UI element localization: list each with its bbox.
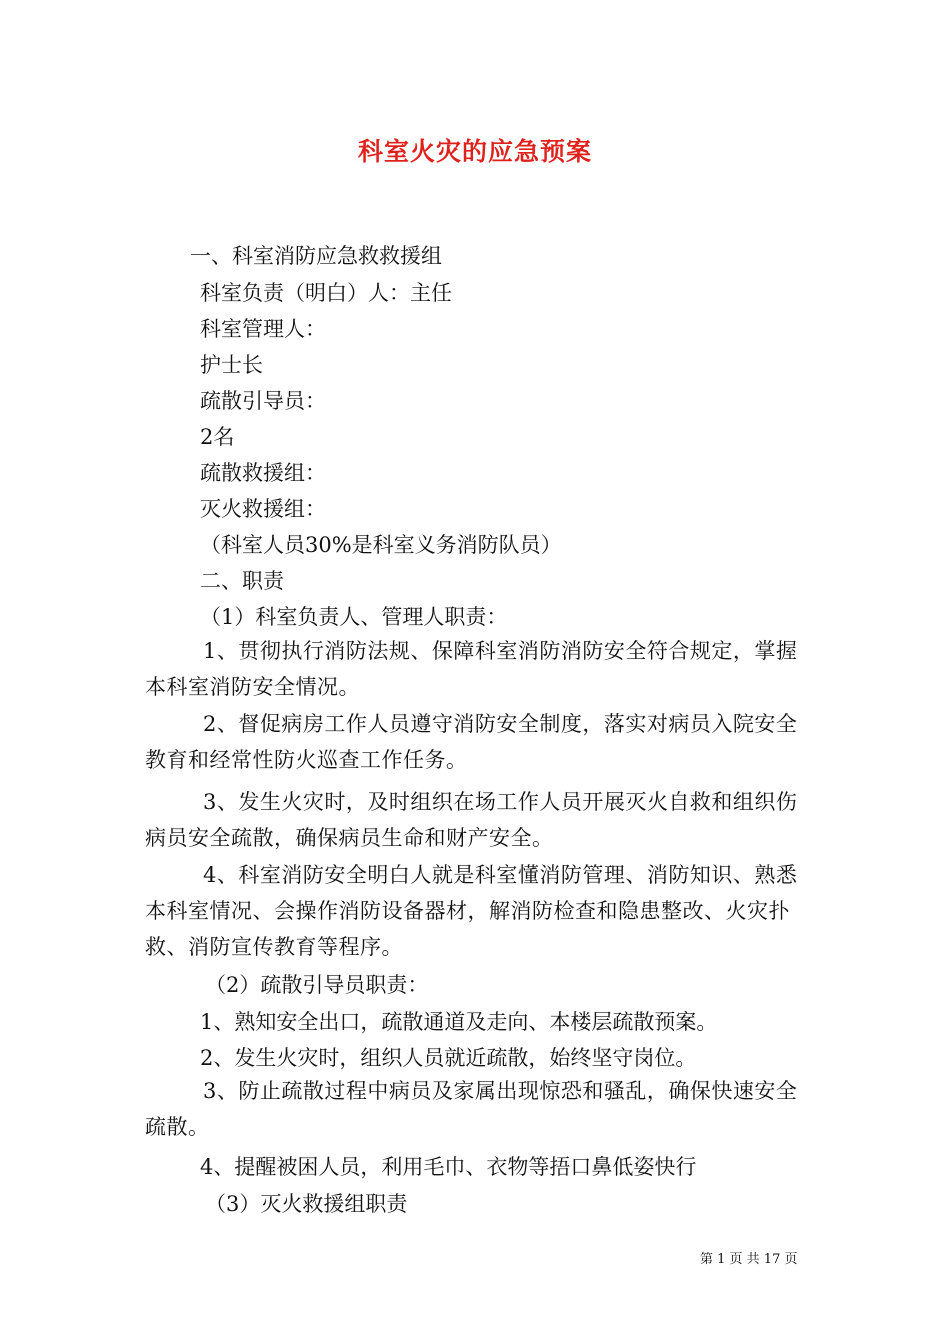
paragraph: 2、督促病房工作人员遵守消防安全制度，落实对病员入院安全教育和经常性防火巡查工作任务。 [145, 712, 798, 772]
text-line: 1、熟知安全出口，疏散通道及走向、本楼层疏散预案。 [200, 1010, 718, 1034]
text-line: 护士长 [200, 353, 263, 377]
page-number: 第 1 页 共 17 页 [700, 1252, 798, 1267]
paragraph: 3、发生火灾时，及时组织在场工作人员开展灭火自救和组织伤病员安全疏散，确保病员生命和财产安全。 [145, 790, 798, 850]
subsection-heading-1: （1）科室负责人、管理人职责： [200, 605, 508, 629]
paragraph: 3、防止疏散过程中病员及家属出现惊恐和骚乱，确保快速安全疏散。 [145, 1079, 798, 1139]
section-heading-2: 二、职责 [200, 569, 284, 593]
subsection-heading-3: （3）灭火救援组职责 [205, 1192, 408, 1216]
text-line: 科室负责（明白）人：主任 [200, 281, 452, 305]
text-line: 2、发生火灾时，组织人员就近疏散，始终坚守岗位。 [200, 1046, 697, 1070]
text-line: 科室管理人： [200, 317, 326, 341]
document-title: 科室火灾的应急预案 [357, 137, 592, 166]
text-line: 灭火救援组： [200, 497, 326, 521]
section-heading-1: 一、科室消防应急救救援组 [190, 244, 442, 268]
text-line: 疏散救援组： [200, 461, 326, 485]
subsection-heading-2: （2）疏散引导员职责： [205, 973, 429, 997]
paragraph: 4、科室消防安全明白人就是科室懂消防管理、消防知识、熟悉本科室情况、会操作消防设备器材，解消防检查和隐患整改、火灾扑救、消防宣传教育等程序。 [145, 863, 798, 959]
text-line: 2名 [200, 425, 235, 449]
paragraph: 1、贯彻执行消防法规、保障科室消防消防安全符合规定，掌握本科室消防安全情况。 [145, 639, 798, 699]
text-line: （科室人员30%是科室义务消防队员） [200, 533, 562, 557]
text-line: 4、提醒被困人员，利用毛巾、衣物等捂口鼻低姿快行 [200, 1155, 697, 1179]
text-line: 疏散引导员： [200, 389, 326, 413]
